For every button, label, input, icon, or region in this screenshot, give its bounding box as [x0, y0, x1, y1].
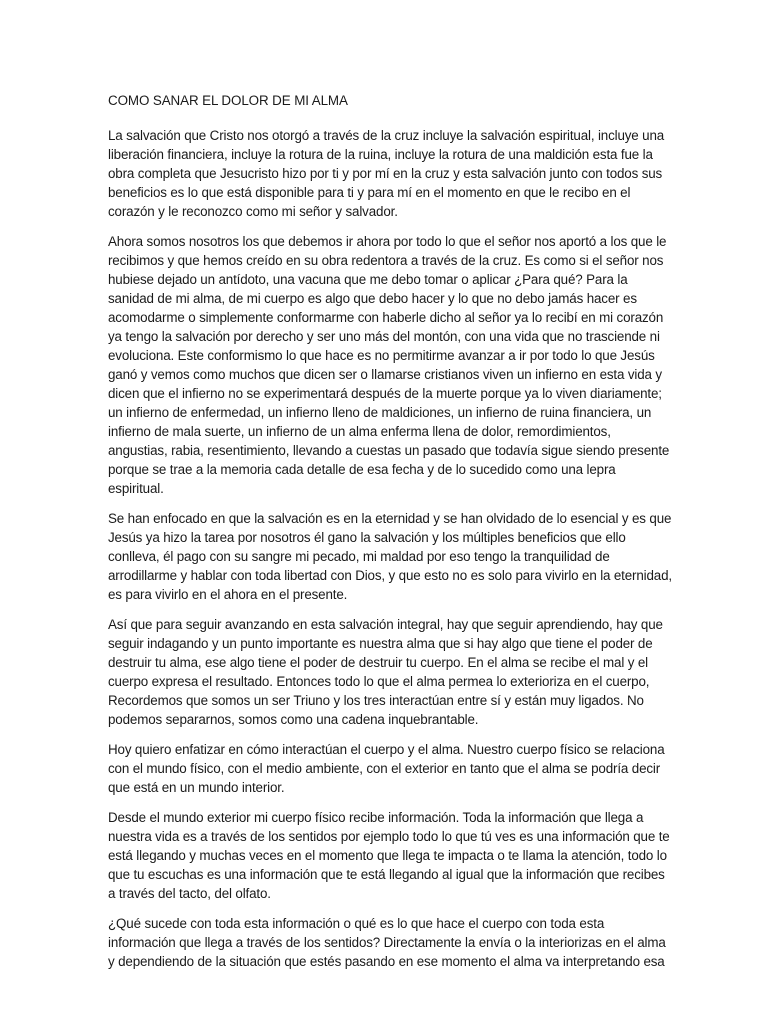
paragraph-2: Ahora somos nosotros los que debemos ir ahora por todo lo que el señor nos aportó a los que le recibimos y que hemos creído en su obra redentora a través de la cruz. Es como si el señor nos hubiese dejado un antídoto, una vacuna que me debo tomar o aplicar ¿Para qué? Para la sanidad de mi alma, de mi cuerpo es algo que debo hacer y lo que no debo jamás hacer es acomodarme o simplemente conformarme con haberle dicho al señor ya lo recibí en mi corazón ya tengo la salvación por derecho y ser uno más del montón, con una vida que no trasciende ni evoluciona. Este conformismo lo que hace es no permitirme avanzar a ir por todo lo que Jesús ganó y vemos como muchos que dicen ser o llamarse cristianos viven un infierno en esta vida y dicen que el infierno no se experimentará después de la muerte porque ya lo viven diariamente; un infierno de enfermedad, un infierno lleno de maldiciones, un infierno de ruina financiera, un infierno de mala suerte, un infierno de un alma enferma llena de dolor, remordimientos, angustias, rabia, resentimiento, llevando a cuestas un pasado que todavía sigue siendo presente porque se trae a la memoria cada detalle de esa fecha y de lo sucedido como una lepra espiritual. [108, 234, 670, 496]
paragraph-6: Desde el mundo exterior mi cuerpo físico recibe información. Toda la información que llega a nuestra vida es a través de los sentidos por ejemplo todo lo que tú ves es una información que te está llegando y muchas veces en el momento que llega te impacta o te llama la atención, todo lo que tu escuchas es una información que te está llegando al igual que la información que recibes a través del tacto, del olfato. [108, 810, 670, 901]
paragraph-7: ¿Qué sucede con toda esta información o qué es lo que hace el cuerpo con toda esta información que llega a través de los sentidos? Directamente la envía o la interiorizas en el alma y dependiendo de la situación que estés pasando en ese momento el alma va interpretando esa [108, 916, 666, 969]
paragraph-5: Hoy quiero enfatizar en cómo interactúan el cuerpo y el alma. Nuestro cuerpo físico se relaciona con el mundo físico, con el medio ambiente, con el exterior en tanto que el alma se podría decir que está en un mundo interior. [108, 742, 665, 795]
paragraph-1: La salvación que Cristo nos otorgó a través de la cruz incluye la salvación espiritual, incluye una liberación financiera, incluye la rotura de la ruina, incluye la rotura de una maldición esta fue la obra completa que Jesucristo hizo por ti y por mí en la cruz y esta salvación junto con todos sus beneficios es lo que está disponible para ti y para mí en el momento en que le recibo en el corazón y le reconozco como mi señor y salvador. [108, 128, 665, 219]
document-title: COMO SANAR EL DOLOR DE MI ALMA [108, 93, 348, 108]
paragraph-3: Se han enfocado en que la salvación es en la eternidad y se han olvidado de lo esencial y es que Jesús ya hizo la tarea por nosotros él gano la salvación y los múltiples beneficios que ello conlleva, él pago con su sangre mi pecado, mi maldad por eso tengo la tranquilidad de arrodillarme y hablar con toda libertad con Dios, y que esto no es solo para vivirlo en la eternidad, es para vivirlo en el ahora en el presente. [108, 511, 672, 602]
paragraph-4: Así que para seguir avanzando en esta salvación integral, hay que seguir aprendiendo, hay que seguir indagando y un punto importante es nuestra alma que si hay algo que tiene el poder de destruir tu alma, ese algo tiene el poder de destruir tu cuerpo. En el alma se recibe el mal y el cuerpo expresa el resultado. Entonces todo lo que el alma permea lo exterioriza en el cuerpo, Recordemos que somos un ser Triuno y los tres interactúan entre sí y están muy ligados. No podemos separarnos, somos como una cadena inquebrantable. [108, 617, 663, 727]
